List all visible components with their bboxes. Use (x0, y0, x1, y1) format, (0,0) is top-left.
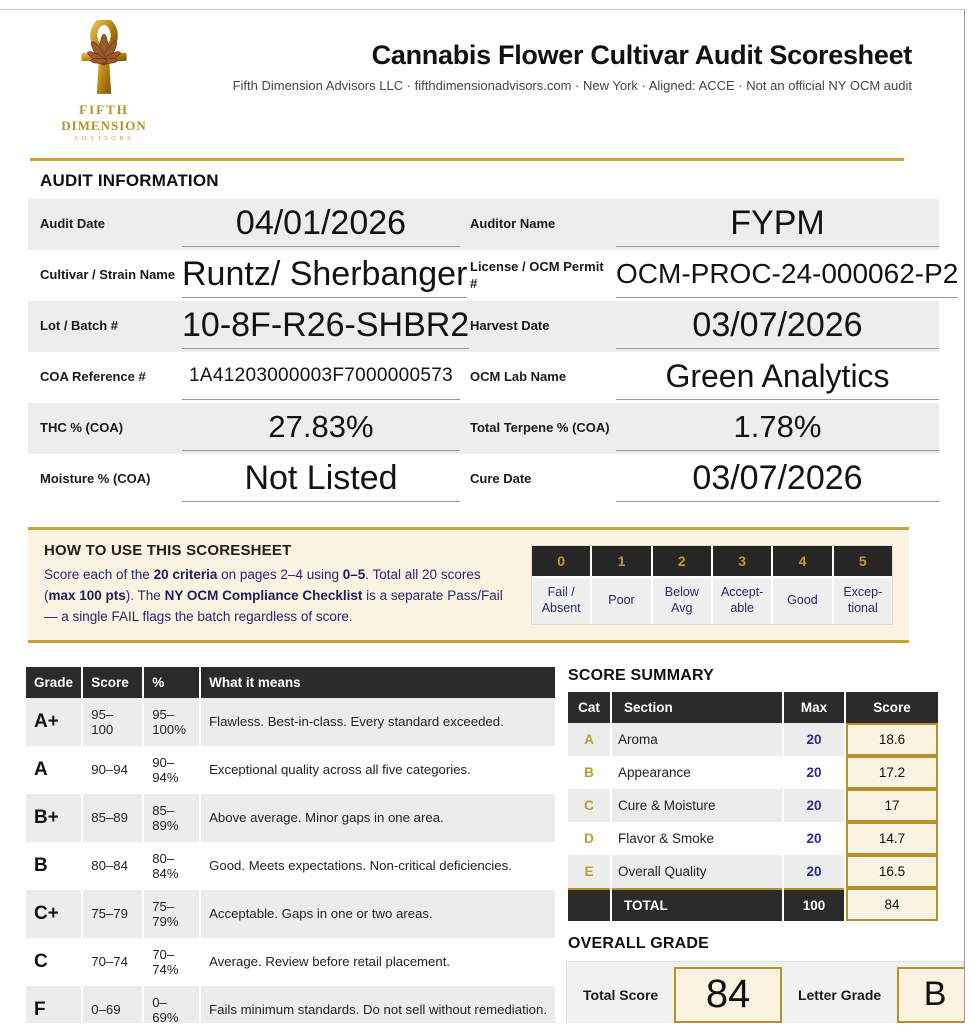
max-col-header: Max (784, 692, 844, 723)
how-to-use-box (28, 527, 909, 643)
instruction-segment: ). The (125, 587, 165, 603)
grade-table-row (26, 986, 555, 1023)
grade-score-range: 85–89 (83, 794, 142, 842)
section-name: Flavor & Smoke (618, 830, 715, 846)
section-name: Aroma (612, 723, 782, 756)
grade-description: Average. Review before retail placement. (209, 954, 451, 970)
logo-text-dimension: DIMENSION (61, 118, 147, 133)
rating-scale-label: Excep-tional (834, 578, 892, 624)
audit-row (28, 301, 939, 352)
meaning-col-header: What it means (201, 667, 555, 698)
category-letter: B (584, 764, 594, 780)
score-col-header: Score (846, 692, 938, 723)
rating-scale-label: Poor (592, 578, 650, 624)
score-input-cell[interactable]: 17.2 (846, 756, 938, 789)
pct-col-header: % (144, 667, 199, 698)
field-label: OCM Lab Name (470, 369, 567, 385)
score-summary-row (568, 756, 938, 789)
field-value[interactable]: OCM-PROC-24-000062-P2 (616, 252, 958, 298)
section-col-header: Section (612, 692, 782, 723)
how-to-use-instructions (44, 565, 507, 628)
rating-scale-label: Fail / Absent (532, 578, 590, 624)
grade-score-range: 75–79 (83, 890, 142, 938)
grade-description: Above average. Minor gaps in one area. (201, 794, 555, 842)
total-row (568, 888, 938, 921)
field-value[interactable]: 1A41203000003F7000000573 (182, 354, 460, 400)
instruction-segment: . Total all 20 scores ( (44, 567, 481, 603)
rating-scale-label: Below Avg (653, 578, 711, 624)
rating-scale-column (834, 546, 892, 624)
score-col-header: Score (83, 667, 142, 698)
rating-scale-label: Good (773, 578, 831, 624)
field-value[interactable]: 27.83% (182, 405, 460, 451)
field-label: THC % (COA) (40, 420, 124, 436)
rating-scale-column (532, 546, 590, 624)
score-input-cell[interactable]: 18.6 (846, 723, 938, 756)
column-gap (460, 352, 470, 403)
column-gap (460, 301, 470, 352)
header (0, 10, 964, 142)
letter-grade-label: Letter Grade (797, 986, 882, 1003)
field-label: Harvest Date (470, 318, 550, 334)
section-name: Cure & Moisture (612, 789, 782, 822)
max-points: 20 (784, 789, 844, 822)
grade-table-row (26, 746, 555, 794)
ankh-cannabis-leaf-icon (72, 20, 136, 100)
max-points: 20 (784, 855, 844, 888)
grade-letter: B+ (26, 794, 81, 842)
rating-scale-number: 4 (773, 546, 831, 576)
bottom-section (24, 667, 964, 1023)
section-name: Overall Quality (612, 855, 782, 888)
grade-description: Exceptional quality across all five categories. (209, 762, 471, 778)
max-points: 20 (806, 830, 822, 846)
column-gap (460, 454, 470, 505)
field-label: Auditor Name (470, 216, 556, 232)
total-score-label: Total Score (583, 986, 659, 1003)
overall-grade-box (566, 961, 964, 1023)
instruction-segment: is a separate Pass/Fail — a single FAIL flags the batch regardless of score. (44, 587, 503, 624)
grade-score-range: 90–94 (91, 762, 128, 778)
audit-information-section (28, 171, 959, 505)
category-letter: E (568, 855, 610, 888)
audit-row (28, 403, 939, 454)
field-label: Total Terpene % (COA) (470, 420, 610, 436)
rating-scale-number: 2 (653, 546, 711, 576)
max-points: 20 (784, 723, 844, 756)
grade-table-row (26, 842, 555, 890)
rating-scale-column (592, 546, 650, 624)
grade-description: Good. Meets expectations. Non-critical deficiencies. (209, 858, 512, 874)
audit-row (28, 250, 959, 301)
grade-pct-range: 90–94% (152, 754, 179, 785)
rating-scale-number: 3 (713, 546, 771, 576)
field-value[interactable]: Runtz/ Sherbanger (182, 252, 467, 298)
total-row-spacer (568, 888, 610, 921)
score-summary-row (568, 822, 938, 855)
field-label: Cultivar / Strain Name (40, 267, 176, 283)
field-label: License / OCM Permit # (470, 259, 604, 291)
grade-letter: C (34, 950, 48, 972)
how-to-use-heading: HOW TO USE THIS SCORESHEET (44, 542, 292, 559)
category-letter: C (568, 789, 610, 822)
rating-scale-column (653, 546, 711, 624)
category-letter: A (568, 723, 610, 756)
audit-row (28, 454, 939, 505)
field-value[interactable]: 03/07/2026 (616, 456, 939, 502)
total-max: 100 (784, 888, 844, 921)
grade-letter: A+ (26, 698, 81, 746)
rating-scale-number: 5 (834, 546, 892, 576)
gold-divider (30, 158, 904, 161)
score-summary-heading: SCORE SUMMARY (568, 666, 715, 684)
instruction-segment: 20 criteria (153, 567, 218, 582)
field-label: Audit Date (40, 216, 105, 232)
logo-text-advisors: ADVISORS (73, 135, 135, 142)
field-value[interactable]: 03/07/2026 (616, 303, 939, 349)
field-label: COA Reference # (40, 369, 146, 385)
logo-text-fifth: FIFTH (79, 102, 129, 117)
grade-table-row (26, 698, 555, 746)
grade-description: Fails minimum standards. Do not sell without remediation. (201, 986, 555, 1023)
grade-description: Acceptable. Gaps in one or two areas. (201, 890, 555, 938)
how-to-use-text (44, 542, 507, 628)
grade-table-header-row (26, 667, 555, 698)
score-input-cell[interactable]: 16.5 (846, 855, 938, 888)
field-value[interactable]: Not Listed (182, 456, 460, 502)
document-title: Cannabis Flower Cultivar Audit Scoresheet (371, 40, 912, 70)
score-summary-table (566, 692, 940, 921)
grade-pct-range: 85–89% (144, 794, 199, 842)
audit-information-heading: AUDIT INFORMATION (40, 171, 219, 190)
score-summary-row (568, 723, 938, 756)
score-summary-column (566, 667, 964, 1023)
grade-pct-range: 0–69% (144, 986, 199, 1023)
audit-rows (28, 199, 959, 505)
instruction-segment: NY OCM Compliance Checklist (164, 587, 363, 603)
grade-legend-table (24, 667, 557, 1023)
field-label: Moisture % (COA) (40, 471, 151, 487)
grade-table-row (26, 938, 555, 986)
field-value[interactable]: 10-8F-R26-SHBR2 (182, 303, 469, 349)
grade-pct-range: 75–79% (144, 890, 199, 938)
rating-scale-column (713, 546, 771, 624)
rating-scale-column (773, 546, 831, 624)
instruction-segment: max 100 pts (48, 587, 126, 603)
overall-grade-heading: OVERALL GRADE (568, 934, 709, 952)
grade-score-range: 0–69 (83, 986, 142, 1023)
grade-description: Flawless. Best-in-class. Every standard exceeded. (201, 698, 555, 746)
instruction-segment: 0–5 (342, 567, 366, 582)
rating-scale-number: 0 (532, 546, 590, 576)
score-summary-header-row (568, 692, 938, 723)
grade-table-row (26, 794, 555, 842)
column-gap (460, 403, 470, 454)
field-value[interactable]: 04/01/2026 (182, 201, 460, 247)
document-subtitle: Fifth Dimension Advisors LLC · fifthdimensionadvisors.com · New York · Aligned: ACCE · Not an official NY OCM audit (232, 78, 912, 93)
field-value[interactable]: Green Analytics (616, 354, 939, 400)
rating-scale-label: Accept-able (713, 578, 771, 624)
grade-pct-range: 80–84% (152, 850, 179, 881)
grade-score-range: 70–74 (91, 954, 128, 970)
rating-scale-number: 1 (592, 546, 650, 576)
score-summary-row (568, 855, 938, 888)
grade-table-row (26, 890, 555, 938)
scoresheet-page (0, 9, 965, 1023)
letter-grade-value[interactable]: B (897, 967, 965, 1023)
rating-scale (531, 545, 893, 625)
header-text (164, 20, 964, 142)
cat-col-header: Cat (568, 692, 610, 723)
grade-pct-range: 95–100% (144, 698, 199, 746)
score-input-cell[interactable]: 17 (846, 789, 938, 822)
grade-col-header: Grade (26, 667, 81, 698)
score-summary-row (568, 789, 938, 822)
audit-row (28, 352, 939, 403)
grade-letter: B (34, 854, 48, 876)
column-gap (460, 250, 470, 301)
company-logo (44, 20, 164, 142)
section-name: Appearance (618, 764, 691, 780)
field-value[interactable]: FYPM (616, 201, 939, 247)
field-label: Lot / Batch # (40, 318, 119, 334)
category-letter: D (584, 830, 594, 846)
grade-score-range: 95–100 (83, 698, 142, 746)
instruction-segment: on pages 2–4 using (217, 567, 343, 582)
grade-letter: F (26, 986, 81, 1023)
total-score-cell[interactable]: 84 (846, 888, 938, 921)
audit-row (28, 199, 939, 250)
score-input-cell[interactable]: 14.7 (846, 822, 938, 855)
grade-pct-range: 70–74% (152, 946, 179, 977)
max-points: 20 (806, 764, 822, 780)
grade-letter: C+ (26, 890, 81, 938)
field-value[interactable]: 1.78% (616, 405, 939, 451)
field-label: Cure Date (470, 471, 532, 487)
total-label: TOTAL (612, 888, 782, 921)
total-score-value[interactable]: 84 (674, 967, 782, 1023)
grade-letter: A (34, 758, 48, 780)
column-gap (460, 199, 470, 250)
instruction-segment: Score each of the (44, 567, 154, 582)
grade-score-range: 80–84 (91, 858, 128, 874)
